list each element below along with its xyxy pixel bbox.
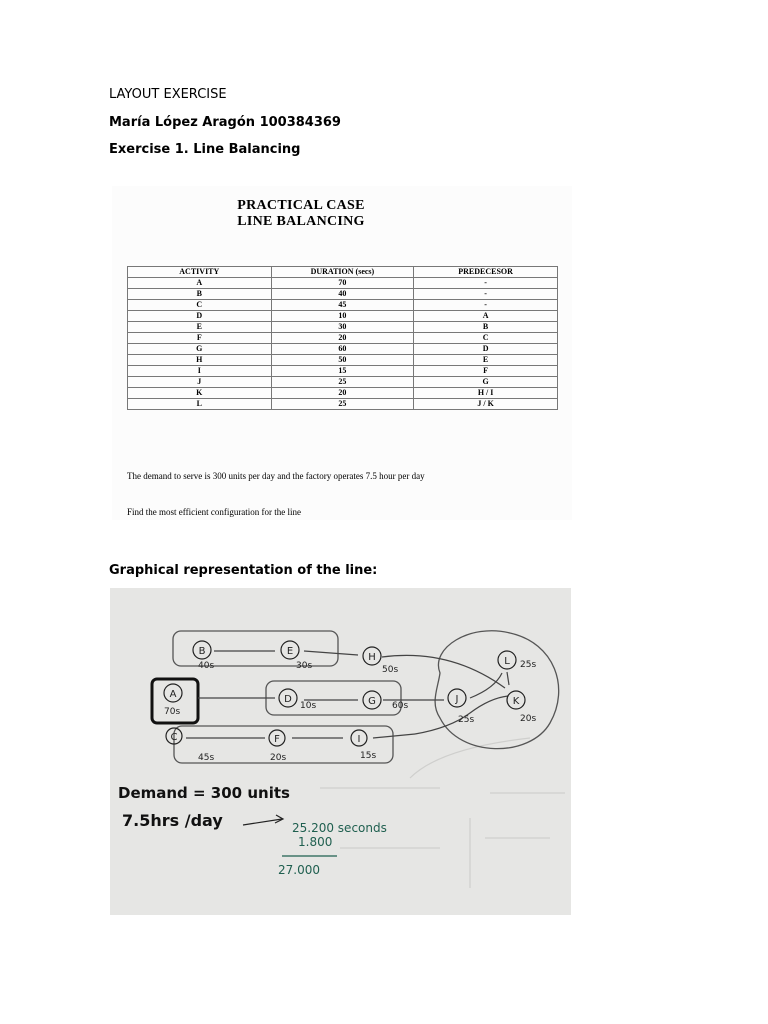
cell-predecesor: D — [414, 344, 558, 355]
table-row — [128, 344, 558, 355]
node-h-time: 50s — [382, 665, 399, 675]
node-h-label: H — [368, 652, 376, 663]
case-title-1: PRACTICAL CASE — [237, 198, 365, 213]
node-k-time: 20s — [520, 714, 537, 724]
cell-predecesor: - — [414, 289, 558, 300]
find-statement: Find the most efficient configuration for the line — [127, 507, 302, 517]
cell-predecesor: J / K — [414, 399, 558, 410]
graph-photo — [110, 588, 571, 915]
cell-activity: F — [128, 333, 272, 344]
calculation — [278, 821, 387, 877]
table-row — [128, 333, 558, 344]
node-f-label: F — [274, 734, 280, 745]
calc-factor: 1.800 — [298, 835, 333, 849]
node-e-time: 30s — [296, 661, 313, 671]
cell-activity: E — [128, 322, 272, 333]
node-j-time: 25s — [458, 715, 475, 725]
calc-seconds: 25.200 seconds — [292, 821, 387, 835]
doc-title: LAYOUT EXERCISE — [109, 87, 227, 102]
table-row — [128, 311, 558, 322]
cell-duration: 20 — [271, 333, 414, 344]
cell-duration: 25 — [271, 399, 414, 410]
table-header-row — [128, 267, 558, 278]
node-b-label: B — [198, 646, 206, 657]
table-row — [128, 399, 558, 410]
table-row — [128, 289, 558, 300]
node-g-time: 60s — [392, 701, 409, 711]
table-row — [128, 300, 558, 311]
cell-predecesor: A — [414, 311, 558, 322]
cell-activity: J — [128, 377, 272, 388]
activity-table-body — [128, 278, 558, 410]
table-row — [128, 366, 558, 377]
hours-note: 7.5hrs /day — [122, 811, 223, 830]
cell-duration: 10 — [271, 311, 414, 322]
cell-activity: D — [128, 311, 272, 322]
cell-activity: G — [128, 344, 272, 355]
node-b-time: 40s — [198, 661, 215, 671]
cell-duration: 45 — [271, 300, 414, 311]
node-labels — [170, 646, 520, 745]
col-activity: ACTIVITY — [128, 267, 272, 278]
precedence-diagram — [110, 588, 571, 915]
cell-duration: 30 — [271, 322, 414, 333]
cell-duration: 40 — [271, 289, 414, 300]
table-row — [128, 278, 558, 289]
demand-note: Demand = 300 units — [118, 784, 290, 802]
node-l-time: 25s — [520, 660, 537, 670]
cell-duration: 70 — [271, 278, 414, 289]
case-title-2: LINE BALANCING — [237, 214, 365, 229]
activity-table — [127, 266, 558, 410]
cell-predecesor: C — [414, 333, 558, 344]
node-j-label: J — [455, 694, 459, 705]
cell-activity: K — [128, 388, 272, 399]
node-a-label: A — [169, 689, 177, 700]
cell-predecesor: E — [414, 355, 558, 366]
cell-predecesor: G — [414, 377, 558, 388]
cell-duration: 25 — [271, 377, 414, 388]
node-k-label: K — [512, 696, 520, 707]
node-d-time: 10s — [300, 701, 317, 711]
cell-activity: H — [128, 355, 272, 366]
node-f-time: 20s — [270, 753, 287, 763]
cell-activity: I — [128, 366, 272, 377]
graph-heading: Graphical representation of the line: — [109, 563, 378, 578]
cell-duration: 60 — [271, 344, 414, 355]
cell-predecesor: - — [414, 278, 558, 289]
node-d-label: D — [284, 694, 292, 705]
table-row — [128, 388, 558, 399]
node-i-label: I — [357, 734, 361, 745]
node-g-label: G — [368, 696, 376, 707]
cell-predecesor: - — [414, 300, 558, 311]
exercise-title: Exercise 1. Line Balancing — [109, 142, 301, 157]
node-a-time: 70s — [164, 707, 181, 717]
node-c-label: C — [170, 732, 178, 743]
node-c-time: 45s — [198, 753, 215, 763]
calc-result: 27.000 — [278, 863, 320, 877]
cell-activity: A — [128, 278, 272, 289]
table-row — [128, 377, 558, 388]
table-row — [128, 322, 558, 333]
background-bleed — [320, 738, 565, 888]
cell-predecesor: B — [414, 322, 558, 333]
author-line: María López Aragón 100384369 — [109, 115, 341, 130]
cell-duration: 20 — [271, 388, 414, 399]
node-i-time: 15s — [360, 751, 377, 761]
cell-duration: 15 — [271, 366, 414, 377]
cell-predecesor: H / I — [414, 388, 558, 399]
cell-activity: C — [128, 300, 272, 311]
demand-statement: The demand to serve is 300 units per day and the factory operates 7.5 hour per day — [127, 471, 425, 481]
col-duration: DURATION (secs) — [271, 267, 414, 278]
cell-activity: B — [128, 289, 272, 300]
table-row — [128, 355, 558, 366]
node-e-label: E — [286, 646, 294, 657]
practical-case-image — [112, 186, 572, 520]
cell-predecesor: F — [414, 366, 558, 377]
node-circles — [164, 641, 525, 746]
node-l-label: L — [504, 656, 510, 667]
cell-duration: 50 — [271, 355, 414, 366]
col-predecesor: PREDECESOR — [414, 267, 558, 278]
cell-activity: L — [128, 399, 272, 410]
